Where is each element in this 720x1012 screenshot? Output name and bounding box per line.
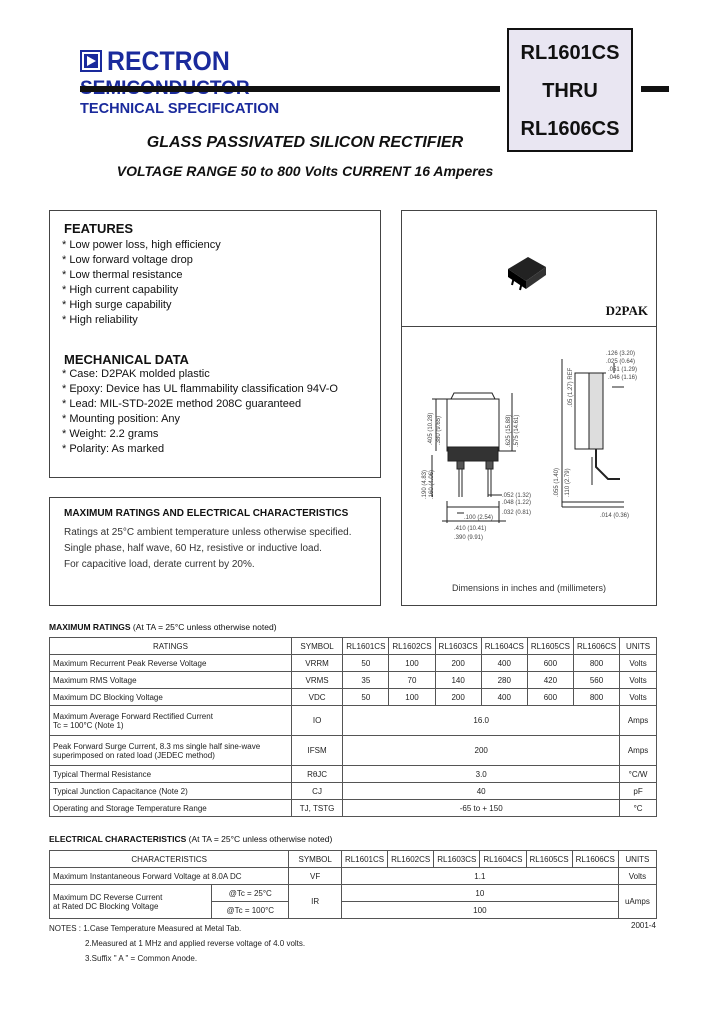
mechanical-heading: MECHANICAL DATA xyxy=(64,352,189,367)
brand-tech-spec: TECHNICAL SPECIFICATION xyxy=(80,100,280,117)
row-symbol: IFSM xyxy=(291,736,342,766)
caption-normal: (At TA = 25°C unless otherwise noted) xyxy=(130,622,277,632)
table-header: RL1605CS xyxy=(526,851,572,868)
note-line: 2.Measured at 1 MHz and applied reverse voltage of 4.0 volts. xyxy=(85,939,306,948)
cell: 100 xyxy=(341,902,618,919)
table-header: RL1601CS xyxy=(343,638,389,655)
cell: 400 xyxy=(481,655,527,672)
cell: 100 xyxy=(389,655,435,672)
table-header: RL1603CS xyxy=(434,851,480,868)
dim-label: .380 (9.65) xyxy=(436,415,442,445)
cell: 600 xyxy=(527,689,573,706)
table-row xyxy=(50,800,657,817)
table-row xyxy=(50,868,657,885)
table-header-row xyxy=(50,851,657,868)
dim-label: .052 (1.32) xyxy=(502,493,532,499)
row-label xyxy=(50,736,292,766)
cell: 800 xyxy=(573,655,619,672)
list-item: * Low forward voltage drop xyxy=(62,254,193,266)
dim-label: .126 (3.20) xyxy=(606,351,636,357)
row-condition: @Tc = 25°C xyxy=(212,885,289,902)
list-item: * Low power loss, high efficiency xyxy=(62,239,221,251)
row-label: Maximum Recurrent Peak Reverse Voltage xyxy=(50,655,292,672)
header-rule-right xyxy=(641,86,669,92)
table-header: UNITS xyxy=(620,638,657,655)
cell: 16.0 xyxy=(343,706,620,736)
table-header: SYMBOL xyxy=(289,851,342,868)
table-row xyxy=(50,655,657,672)
cell: 420 xyxy=(527,672,573,689)
part-to: RL1606CS xyxy=(520,118,620,140)
brand-name: RECTRON xyxy=(107,46,230,76)
ratings-note-text xyxy=(64,525,351,573)
table-header: RL1606CS xyxy=(572,851,618,868)
table-row xyxy=(50,736,657,766)
dim-label: .390 (9.91) xyxy=(454,535,484,541)
row-label: Maximum Instantaneous Forward Voltage at 8.0A DC xyxy=(50,868,289,885)
header-rule-left xyxy=(80,86,500,92)
package-3d-icon xyxy=(502,247,552,297)
cell: 35 xyxy=(343,672,389,689)
table-row xyxy=(50,766,657,783)
dim-label: .100 (2.54) xyxy=(464,515,494,521)
row-symbol: TJ, TSTG xyxy=(291,800,342,817)
ratings-note-heading: MAXIMUM RATINGS AND ELECTRICAL CHARACTERISTICS xyxy=(64,508,349,519)
dimension-note: Dimensions in inches and (millimeters) xyxy=(451,583,607,593)
row-label: Typical Junction Capacitance (Note 2) xyxy=(50,783,292,800)
row-label-line: superimposed on rated load (JEDEC method) xyxy=(53,750,215,760)
table-header: RL1606CS xyxy=(573,638,619,655)
list-item: * Case: D2PAK molded plastic xyxy=(62,368,210,380)
dim-label: .025 (0.64) xyxy=(606,359,636,365)
ratings-note-box xyxy=(49,497,381,606)
table-header: CHARACTERISTICS xyxy=(50,851,289,868)
cell: 400 xyxy=(481,689,527,706)
list-item: * Epoxy: Device has UL flammability classification 94V-O xyxy=(62,383,338,395)
row-label: Typical Thermal Resistance xyxy=(50,766,292,783)
dim-label: .405 (10.28) xyxy=(428,412,434,445)
cell: 3.0 xyxy=(343,766,620,783)
cell: 1.1 xyxy=(341,868,618,885)
row-label-line: Tc = 100°C (Note 1) xyxy=(53,720,124,730)
package-box xyxy=(401,210,657,606)
table-header: RL1604CS xyxy=(481,638,527,655)
note-line: Ratings at 25°C ambient temperature unless otherwise specified. xyxy=(64,527,352,538)
row-label: Maximum RMS Voltage xyxy=(50,672,292,689)
package-name: D2PAK xyxy=(605,303,648,318)
notes xyxy=(49,921,305,966)
dim-label: .048 (1.22) xyxy=(502,500,532,506)
row-symbol: IR xyxy=(289,885,342,919)
dim-label: .190 (4.83) xyxy=(422,469,428,499)
cell: 140 xyxy=(435,672,481,689)
cell: 10 xyxy=(341,885,618,902)
dim-label: .160 (4.06) xyxy=(429,469,435,499)
revision-date: 2001-4 xyxy=(631,921,656,930)
note-line: NOTES : 1.Case Temperature Measured at Metal Tab. xyxy=(49,924,242,933)
caption-bold: ELECTRICAL CHARACTERISTICS xyxy=(49,834,187,844)
table-header-row xyxy=(50,638,657,655)
row-unit: Volts xyxy=(620,655,657,672)
row-condition: @Tc = 100°C xyxy=(212,902,289,919)
cell: 600 xyxy=(527,655,573,672)
row-label: Operating and Storage Temperature Range xyxy=(50,800,292,817)
row-unit: pF xyxy=(620,783,657,800)
dim-label: .410 (10.41) xyxy=(454,526,487,532)
features-heading: FEATURES xyxy=(64,221,134,236)
cell: 200 xyxy=(435,689,481,706)
electrical-table xyxy=(49,850,657,919)
caption-bold: MAXIMUM RATINGS xyxy=(49,622,131,632)
page-subtitle: VOLTAGE RANGE 50 to 800 Volts CURRENT 16 Amperes xyxy=(116,163,494,179)
row-unit: °C/W xyxy=(620,766,657,783)
dim-label: .014 (0.36) xyxy=(600,513,630,519)
row-label: Maximum DC Blocking Voltage xyxy=(50,689,292,706)
cell: 70 xyxy=(389,672,435,689)
cell: 200 xyxy=(343,736,620,766)
caption-normal: (At TA = 25°C unless otherwise noted) xyxy=(186,834,333,844)
features-list xyxy=(62,238,221,328)
cell: 50 xyxy=(343,655,389,672)
note-line: 3.Suffix " A " = Common Anode. xyxy=(85,954,198,963)
list-item: * Lead: MIL-STD-202E method 208C guaranteed xyxy=(62,398,302,410)
table-header: RL1604CS xyxy=(480,851,526,868)
dim-label: .046 (1.16) xyxy=(608,375,638,381)
row-symbol: CJ xyxy=(291,783,342,800)
electrical-caption xyxy=(49,834,332,844)
part-from: RL1601CS xyxy=(520,42,620,64)
row-symbol: VRRM xyxy=(291,655,342,672)
table-row xyxy=(50,783,657,800)
note-line: For capacitive load, derate current by 20%. xyxy=(64,559,255,570)
max-ratings-caption xyxy=(49,622,277,632)
table-header: SYMBOL xyxy=(291,638,342,655)
table-header: RATINGS xyxy=(50,638,292,655)
cell: 40 xyxy=(343,783,620,800)
row-label-line: Maximum DC Reverse Current xyxy=(53,892,163,902)
row-unit: °C xyxy=(620,800,657,817)
rectron-logo-icon xyxy=(80,50,102,72)
mechanical-list xyxy=(62,367,338,457)
row-unit: Volts xyxy=(618,868,656,885)
page-title: GLASS PASSIVATED SILICON RECTIFIER xyxy=(146,134,464,151)
row-label-line: Maximum Average Forward Rectified Current xyxy=(53,711,213,721)
list-item: * High current capability xyxy=(62,284,179,296)
table-row xyxy=(50,706,657,736)
row-unit: uAmps xyxy=(618,885,656,919)
row-symbol: VRMS xyxy=(291,672,342,689)
table-row xyxy=(50,672,657,689)
note-line: Single phase, half wave, 60 Hz, resistive or inductive load. xyxy=(64,543,322,554)
cell: 560 xyxy=(573,672,619,689)
table-row xyxy=(50,689,657,706)
dim-label: .110 (2.79) xyxy=(565,468,571,497)
cell: 200 xyxy=(435,655,481,672)
cell: 800 xyxy=(573,689,619,706)
row-symbol: VDC xyxy=(291,689,342,706)
features-box xyxy=(49,210,381,478)
table-header: RL1601CS xyxy=(341,851,387,868)
dim-label: .032 (0.81) xyxy=(502,510,532,516)
row-label-line: at Rated DC Blocking Voltage xyxy=(53,901,159,911)
list-item: * Mounting position: Any xyxy=(62,413,181,425)
row-symbol: IO xyxy=(291,706,342,736)
row-label xyxy=(50,885,212,919)
row-unit: Volts xyxy=(620,689,657,706)
cell: 50 xyxy=(343,689,389,706)
table-header: RL1605CS xyxy=(527,638,573,655)
row-label-line: Peak Forward Surge Current, 8.3 ms single half sine-wave xyxy=(53,741,261,751)
table-header: RL1602CS xyxy=(388,851,434,868)
row-unit: Volts xyxy=(620,672,657,689)
dim-label: .05 (1.27) REF xyxy=(568,367,574,407)
list-item: * Low thermal resistance xyxy=(62,269,183,281)
dim-label: .575 (14.61) xyxy=(514,414,520,447)
cell: 100 xyxy=(389,689,435,706)
table-header: UNITS xyxy=(618,851,656,868)
table-row xyxy=(50,885,657,902)
table-header: RL1602CS xyxy=(389,638,435,655)
dim-label: .055 (1.40) xyxy=(554,467,560,497)
max-ratings-table xyxy=(49,637,657,817)
dim-label: .625 (15.88) xyxy=(506,414,512,447)
list-item: * Weight: 2.2 grams xyxy=(62,428,159,440)
cell: -65 to + 150 xyxy=(343,800,620,817)
table-header: RL1603CS xyxy=(435,638,481,655)
row-symbol: RθJC xyxy=(291,766,342,783)
cell: 280 xyxy=(481,672,527,689)
list-item: * High surge capability xyxy=(62,299,172,311)
list-item: * High reliability xyxy=(62,314,138,326)
row-symbol: VF xyxy=(289,868,342,885)
row-label xyxy=(50,706,292,736)
list-item: * Polarity: As marked xyxy=(62,443,165,455)
dim-label: .051 (1.29) xyxy=(608,367,638,373)
row-unit: Amps xyxy=(620,736,657,766)
part-thru: THRU xyxy=(542,80,598,102)
row-unit: Amps xyxy=(620,706,657,736)
package-dimension-drawing xyxy=(402,327,656,581)
